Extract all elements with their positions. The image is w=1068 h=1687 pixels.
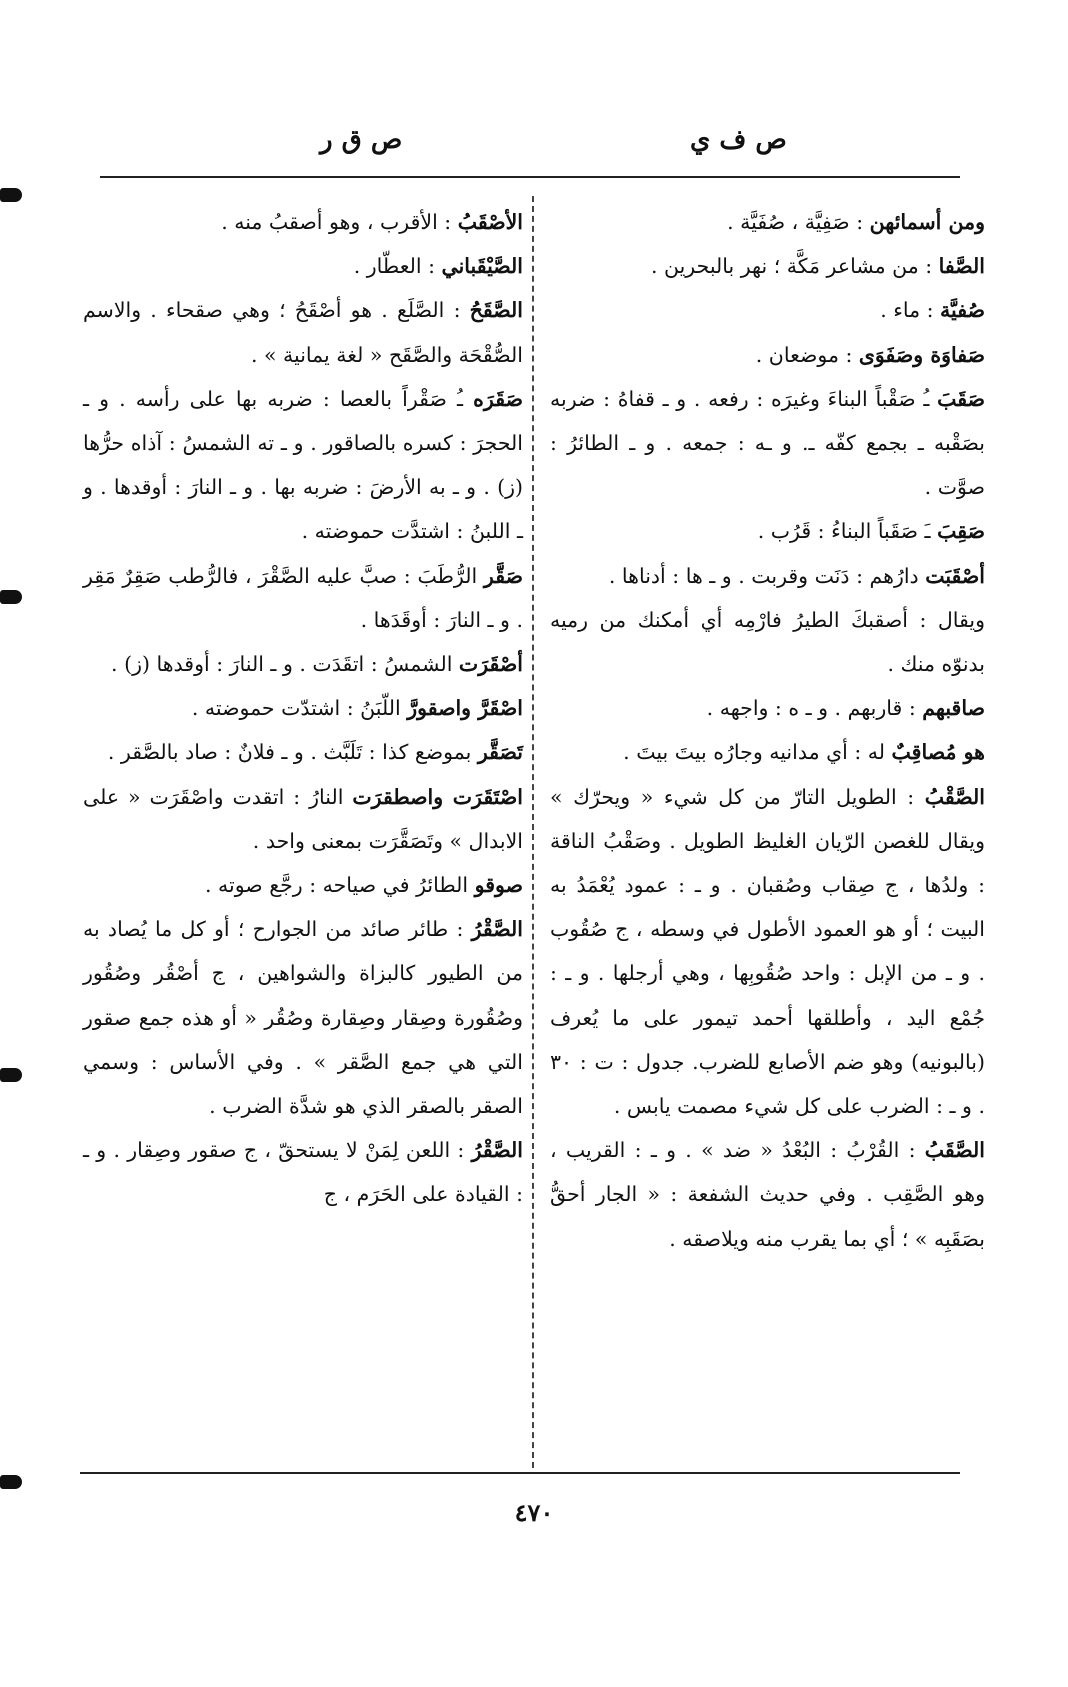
entry-definition: اللّبَنُ : اشتدّت حموضته . xyxy=(191,696,408,721)
entry-headword: أصْقَبَت xyxy=(925,563,985,588)
right-column xyxy=(550,200,985,1261)
entry-headword: صُفيَّة xyxy=(940,298,985,323)
dictionary-entry xyxy=(550,775,985,1129)
entry-headword: الصَّفا xyxy=(938,254,985,279)
entry-definition: الطائرُ في صياحه : رجَّع صوته . xyxy=(204,873,475,898)
entry-headword: صَقَبَ xyxy=(937,386,985,411)
dictionary-entry xyxy=(83,288,523,376)
dictionary-entry xyxy=(550,333,985,377)
dictionary-entry xyxy=(550,554,985,598)
entry-headword: الصَّقْبُ xyxy=(924,784,985,809)
entry-definition: الرُّطَبَ : صبَّ عليه الصَّقْرَ ، فالرُّطب صَقِرٌ مَقِر . و ـ النارَ : أوقَدَها . xyxy=(83,563,523,632)
entry-definition: ويقال : أصقبكَ الطيرُ فارْمِه أي أمكنك من رميه بدنوّه منك . xyxy=(550,607,985,677)
dictionary-entry xyxy=(83,377,523,554)
dictionary-entry xyxy=(550,730,985,774)
left-column xyxy=(83,200,523,1217)
entry-headword: الصَّيْقَباني xyxy=(441,254,523,279)
page-edge-mark xyxy=(0,1475,22,1489)
dictionary-entry xyxy=(83,554,523,642)
entry-definition: : صَفِيَّة ، صُفَيَّة . xyxy=(727,210,870,234)
entry-definition: : ماء . xyxy=(880,298,941,323)
column-divider xyxy=(532,196,534,1468)
dictionary-entry xyxy=(83,775,523,863)
dictionary-entry xyxy=(83,1128,523,1216)
entry-headword: صوقو xyxy=(474,873,523,898)
entry-definition: النارُ : اتقدت واصْقَرَت « على الابدال » وتَصَقَّرَت بمعنى واحد . xyxy=(83,784,523,853)
entry-definition: : الطويل التارّ من كل شيء « ويحرّك » ويقال للغصن الرّيان الغليظ الطويل . وصَقْبُ الناقة : ولدُها ، ج صِقاب وصُقبان . و ـ : عمود يُعْمَدُ به البيت ؛ أو هو العمود الأطول في وسطه ، ج صُقُوب . و ـ من الإبل : واحد صُقُوبِها ، وهي أرجلها . و ـ : جُمْع اليد ، وأطلقها أحمد تيمور على ما يُعرف (بالبونيه) وهو ضم الأصابع للضرب. جدول : ت : ٣٠ . و ـ : الضرب على كل شيء مصمت يابس . xyxy=(550,784,985,1119)
entry-headword: اصْقَرَّ واصقورَّ xyxy=(407,696,523,721)
entry-headword: الصَّقْرُ xyxy=(471,917,523,942)
entry-headword: ومن أسمائهن xyxy=(869,210,985,234)
page-edge-mark xyxy=(0,590,22,604)
entry-headword: هو مُصاقِبٌ xyxy=(891,740,985,765)
running-header-left: ص ق ر xyxy=(320,125,403,155)
entry-headword: الصَّقْرُ xyxy=(471,1138,523,1163)
entry-definition: الشمسُ : اتقَدَت . و ـ النارَ : أوقدها (ز) . xyxy=(111,652,459,677)
dictionary-entry xyxy=(550,1128,985,1261)
entry-definition: : اللعن لِمَنْ لا يستحقّ ، ج صقور وصِقار . و ـ : القيادة على الحَرَم ، ج xyxy=(83,1138,523,1207)
page-edge-mark xyxy=(0,1068,22,1082)
entry-definition: بموضع كذا : تَلَبَّث . و ـ فلانٌ : صاد بالصَّقر . xyxy=(107,740,478,765)
entry-headword: صَقَرَه xyxy=(473,386,523,411)
entry-definition: له : أي مدانيه وجارُه بيتَ بيتَ . xyxy=(623,740,892,765)
entry-definition: : الأقرب ، وهو أصقبُ منه . xyxy=(221,210,458,234)
entry-definition: : طائر صائد من الجوارح ؛ أو كل ما يُصاد به من الطيور كالبزاة والشواهين ، ج أصْقُر وصُقُور وصُقُورة وصِقار وصِقارة وصُقُر « أو هذه جمع صقور التي هي جمع الصَّقر » . وفي الأساس : وسمي الصقر بالصقر الذي هو شدَّة الضرب . xyxy=(83,917,523,1119)
dictionary-entry xyxy=(550,288,985,332)
entry-headword: الصَّقَبُ xyxy=(924,1138,985,1163)
entry-definition: ـُ صَقْراً بالعصا : ضربه بها على رأسه . و ـ الحجرَ : كسره بالصاقور . و ـ ته الشمسُ : آذاه حرُّها (ز) . و ـ به الأرضَ : ضربه بها . و ـ النارَ : أوقدها . و ـ اللبنُ : اشتدَّت حموضته . xyxy=(83,386,523,544)
entry-headword: صاقبهم xyxy=(922,696,985,721)
dictionary-entry xyxy=(550,598,985,686)
dictionary-entry xyxy=(550,377,985,510)
entry-definition: : موضعان . xyxy=(755,342,859,367)
entry-headword: اصْتَقَرَت واصطقرَت xyxy=(352,784,523,809)
entry-definition: دارُهم : دَنَت وقربت . و ـ ها : أدناها . xyxy=(608,563,926,588)
entry-definition: ـَ صَقَباً البناءُ : قَرُب . xyxy=(757,519,938,544)
entry-definition: : القُرْبُ : البُعْدُ « ضد » . و ـ : القريب ، وهو الصَّقِب . وفي حديث الشفعة : « الجار أحقُّ بصَقَبِه » ؛ أي بما يقرب منه ويلاصقه . xyxy=(550,1138,985,1251)
header-rule xyxy=(100,176,960,178)
entry-headword: صَفاوَة وصَفَوَى xyxy=(858,342,985,367)
entry-definition: : العطّار . xyxy=(353,254,442,279)
dictionary-entry xyxy=(83,200,523,244)
dictionary-entry xyxy=(83,642,523,686)
page-number: ٤٧٠ xyxy=(514,1498,554,1527)
entry-headword: صَقَّر xyxy=(483,563,523,588)
entry-headword: الأصْقَبُ xyxy=(457,210,523,234)
running-header-right: ص ف ي xyxy=(690,125,787,155)
footer-rule xyxy=(80,1472,960,1474)
entry-definition: ـُ صَقْباً البناءَ وغيرَه : رفعه . و ـ قفاهُ : ضربه بصَقْبه ـ بجمع كفّه ـ. و ـه : جمعه . و ـ الطائرُ : صوَّت . xyxy=(550,386,985,500)
dictionary-entry xyxy=(550,686,985,730)
dictionary-entry xyxy=(550,244,985,288)
dictionary-entry xyxy=(83,863,523,907)
dictionary-entry xyxy=(83,907,523,1128)
dictionary-entry xyxy=(83,686,523,730)
entry-headword: أصْقَرَت xyxy=(458,652,523,677)
entry-headword: تَصَقَّر xyxy=(477,740,523,765)
page-edge-mark xyxy=(0,188,22,202)
entry-definition: : من مشاعر مَكَّة ؛ نهر بالبحرين . xyxy=(650,254,939,279)
entry-definition: : قاربهم . و ـ ه : واجهه . xyxy=(706,696,923,721)
dictionary-entry xyxy=(550,200,985,244)
entry-definition: : الصَّلَع . هو أصْقَحُ ؛ وهي صقحاء . والاسم الصُّقْحَة والصَّقَح « لغة يمانية » . xyxy=(83,298,523,367)
entry-headword: صَقِبَ xyxy=(937,519,985,544)
dictionary-entry xyxy=(550,509,985,553)
dictionary-entry xyxy=(83,730,523,774)
entry-headword: الصَّقَحُ xyxy=(469,298,523,323)
dictionary-entry xyxy=(83,244,523,288)
